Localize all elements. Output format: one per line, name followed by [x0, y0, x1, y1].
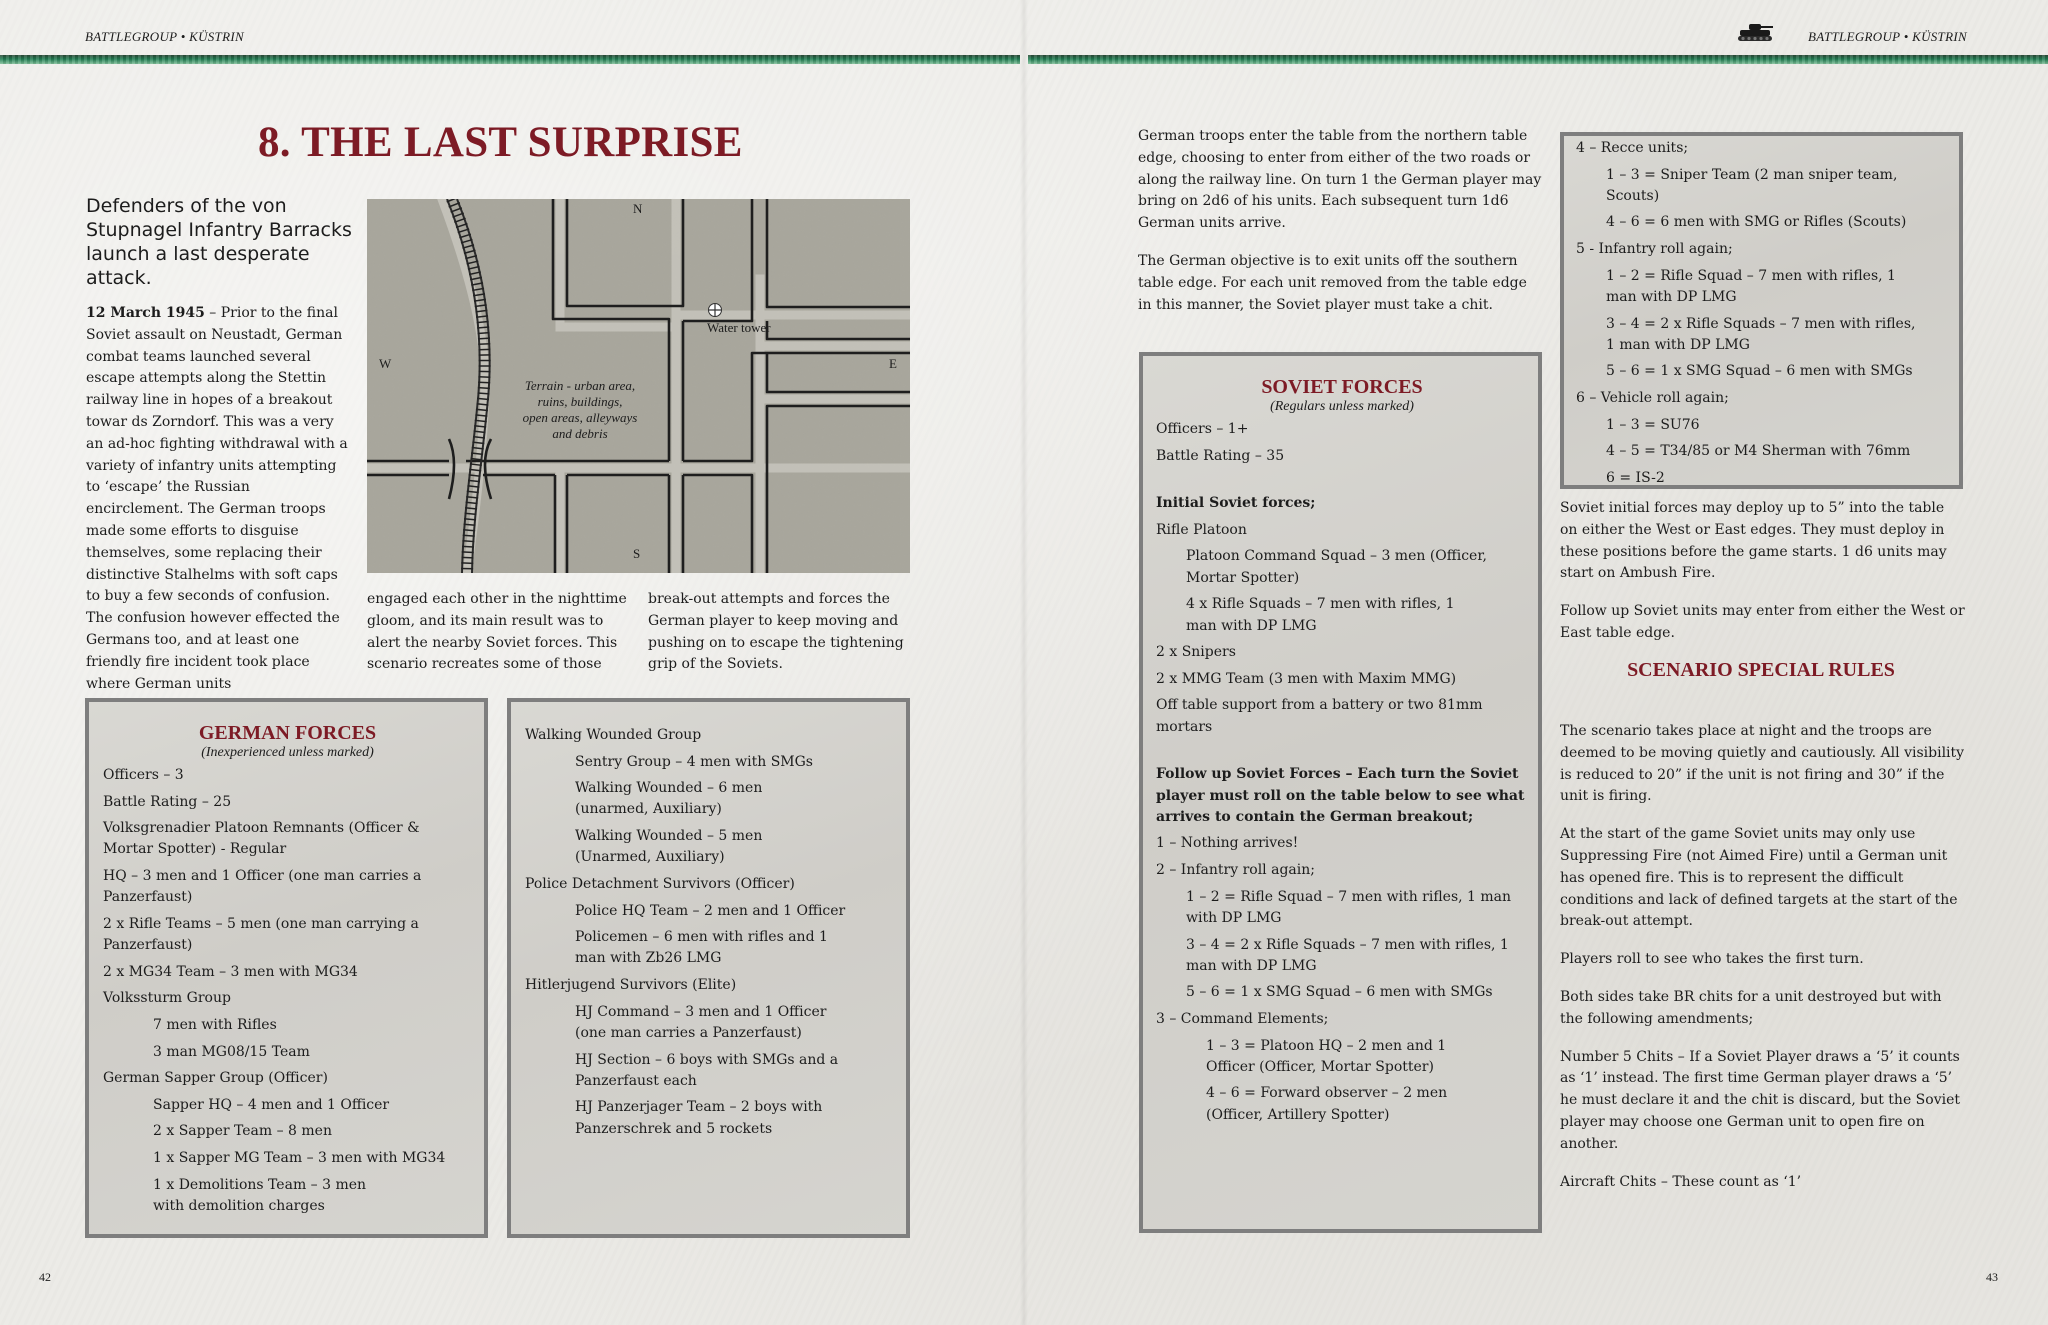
- german-line: Police HQ Team – 2 men and 1 Officer: [575, 902, 846, 919]
- soviet-line: Battle Rating – 35: [1156, 447, 1285, 464]
- german-line: German Sapper Group (Officer): [103, 1070, 328, 1087]
- soviet-line: 4 x Rifle Squads – 7 men with rifles, 1 man with DP LMG: [1186, 596, 1455, 634]
- german-forces-subtitle: (Inexperienced unless marked): [201, 745, 374, 760]
- german-line: Walking Wounded Group: [525, 727, 702, 743]
- german-line: 2 x Sapper Team – 8 men: [153, 1123, 332, 1140]
- soviet-line: 3 – 4 = 2 x Rifle Squads – 7 men with rifles, 1 man with DP LMG: [1606, 315, 1916, 353]
- german-line: HJ Command – 3 men and 1 Officer (one man carries a Panzerfaust): [575, 1003, 827, 1041]
- soviet-deployment-paragraph: Soviet initial forces may deploy up to 5” into the table on either the West or East edges. They must deploy in these positions before the game starts. 1 d6 units may start on Ambush Fire.: [1560, 500, 1947, 582]
- soviet-line: Platoon Command Squad – 3 men (Officer, Mortar Spotter): [1186, 548, 1487, 586]
- running-header-left: BATTLEGROUP • KÜSTRIN: [85, 29, 244, 44]
- special-rules-title: SCENARIO SPECIAL RULES: [1627, 659, 1895, 681]
- map-compass-west: W: [379, 356, 392, 371]
- german-line: Hitlerjugend Survivors (Elite): [525, 977, 737, 994]
- german-line: Battle Rating – 25: [103, 793, 232, 810]
- german-forces-box: [85, 698, 488, 1238]
- soviet-forces-box-continued: [1560, 132, 1963, 489]
- soviet-forces-title: SOVIET FORCES: [1261, 376, 1423, 398]
- german-line: 3 man MG08/15 Team: [153, 1043, 310, 1060]
- german-line: 2 x Rifle Teams – 5 men (one man carrying a Panzerfaust): [103, 915, 419, 954]
- soviet-line: Follow up Soviet Forces – Each turn the Soviet player must roll on the table below to see what arrives to contain the German breakout;: [1156, 766, 1525, 825]
- soviet-line: 3 – 4 = 2 x Rifle Squads – 7 men with rifles, 1 man with DP LMG: [1186, 936, 1509, 974]
- header-rule-right: [1028, 55, 2048, 64]
- soviet-followup-paragraph: Follow up Soviet units may enter from either the West or East table edge.: [1560, 603, 1965, 641]
- soviet-line: 5 – 6 = 1 x SMG Squad – 6 men with SMGs: [1186, 984, 1493, 1001]
- german-line: HJ Section – 6 boys with SMGs and a Panzerfaust each: [575, 1051, 839, 1089]
- german-line: 1 x Sapper MG Team – 3 men with MG34: [153, 1150, 446, 1167]
- german-line: 2 x MG34 Team – 3 men with MG34: [103, 963, 358, 980]
- map-compass-south: S: [633, 546, 641, 561]
- soviet-line: 1 – 3 = Platoon HQ – 2 men and 1 Officer (Officer, Mortar Spotter): [1206, 1037, 1447, 1075]
- running-header-right: BATTLEGROUP • KÜSTRIN: [1808, 29, 1967, 44]
- german-line: 1 x Demolitions Team – 3 men with demolition charges: [153, 1176, 367, 1214]
- header-rule-left: [0, 55, 1020, 64]
- history-col-2: [367, 589, 632, 676]
- german-line: Officers – 3: [103, 767, 184, 783]
- special-rule-paragraph: Players roll to see who takes the first turn.: [1560, 951, 1864, 968]
- german-line: 7 men with Rifles: [153, 1017, 277, 1034]
- soviet-line: 6 = IS-2: [1606, 469, 1665, 486]
- spacer: [1156, 472, 1528, 493]
- map-terrain-line-4: and debris: [552, 426, 608, 441]
- german-line: Walking Wounded – 5 men (Unarmed, Auxiliary): [575, 828, 763, 866]
- soviet-line: Initial Soviet forces;: [1156, 495, 1316, 512]
- soviet-line: 2 x Snipers: [1156, 644, 1236, 661]
- soviet-line: 5 – 6 = 1 x SMG Squad – 6 men with SMGs: [1606, 363, 1913, 380]
- soviet-forces-subtitle: (Regulars unless marked): [1270, 399, 1414, 414]
- german-line: Policemen – 6 men with rifles and 1 man with Zb26 LMG: [575, 929, 828, 967]
- soviet-line: 1 – Nothing arrives!: [1156, 835, 1299, 852]
- scenario-title: 8. THE LAST SURPRISE: [258, 119, 743, 166]
- soviet-line: 4 – 5 = T34/85 or M4 Sherman with 76mm: [1606, 443, 1911, 460]
- german-line: HJ Panzerjager Team – 2 boys with Panzerschrek and 5 rockets: [575, 1099, 823, 1137]
- history-col-1: [86, 303, 351, 695]
- german-line: HQ – 3 men and 1 Officer (one man carries a Panzerfaust): [103, 868, 422, 906]
- history-text-3: break-out attempts and forces the German player to keep moving and pushing on to escape the tightening grip of the Soviets.: [648, 591, 904, 673]
- soviet-line: 3 – Command Elements;: [1156, 1010, 1329, 1027]
- water-tower-icon: [709, 304, 722, 317]
- history-date: 12 March 1945: [86, 305, 205, 321]
- special-rules-text: [1560, 721, 1965, 1193]
- soviet-line: Officers – 1+: [1156, 421, 1249, 437]
- map-terrain-line-3: open areas, alleyways: [522, 410, 638, 425]
- battlefield-map: [367, 199, 910, 573]
- soviet-line: 1 – 3 = Sniper Team (2 man sniper team, Scouts): [1606, 166, 1898, 204]
- map-compass-north: N: [633, 201, 643, 216]
- german-line: Sentry Group – 4 men with SMGs: [575, 753, 813, 770]
- soviet-line: 6 – Vehicle roll again;: [1576, 390, 1729, 407]
- special-rule-paragraph: Aircraft Chits – These count as ‘1’: [1560, 1173, 1802, 1190]
- spacer: [1156, 743, 1528, 764]
- soviet-forces-box: [1139, 352, 1542, 1233]
- soviet-line: 1 – 3 = SU76: [1606, 416, 1700, 433]
- soviet-line: 2 – Infantry roll again;: [1156, 862, 1315, 879]
- soviet-line: 4 – Recce units;: [1576, 140, 1689, 156]
- map-compass-east: E: [889, 356, 897, 371]
- scenario-intro: Defenders of the von Stupnagel Infantry Barracks launch a last desperate attack.: [86, 195, 352, 289]
- german-line: Volksgrenadier Platoon Remnants (Officer & Mortar Spotter) - Regular: [103, 820, 420, 858]
- map-terrain-line-1: Terrain - urban area,: [524, 378, 636, 393]
- soviet-line: 4 – 6 = Forward observer – 2 men (Officer, Artillery Spotter): [1206, 1085, 1448, 1123]
- special-rule-paragraph: The scenario takes place at night and the troops are deemed to be moving quietly and cautiously. All visibility is reduced to 20” if the unit is not firing and 30” if the unit is firing.: [1560, 723, 1965, 805]
- map-water-tower-label: Water tower: [707, 320, 771, 335]
- german-line: Police Detachment Survivors (Officer): [525, 875, 795, 892]
- history-col-3: [648, 589, 910, 676]
- page-gutter: [1020, 0, 1028, 1325]
- german-deployment-text: [1138, 126, 1543, 316]
- german-line: Volkssturm Group: [103, 990, 231, 1007]
- page-number-left: 42: [39, 1270, 51, 1284]
- soviet-line: Off table support from a battery or two 81mm mortars: [1156, 697, 1483, 735]
- page-number-right: 43: [1986, 1270, 1998, 1284]
- special-rule-paragraph: At the start of the game Soviet units may only use Suppressing Fire (not Aimed Fire) until a German unit has opened fire. This is to represent the difficult conditions and lack of defined targets at the start of the break-out attempt.: [1560, 826, 1958, 930]
- german-forces-box-continued: [507, 698, 910, 1238]
- german-entry-paragraph: German troops enter the table from the northern table edge, choosing to enter from either of the two roads or along the railway line. On turn 1 the German player may bring on 2d6 of his units. Each subsequent turn 1d6 German units arrive.: [1138, 128, 1542, 232]
- german-line: Walking Wounded – 6 men (unarmed, Auxiliary): [575, 780, 763, 818]
- special-rule-paragraph: Both sides take BR chits for a unit destroyed but with the following amendments;: [1560, 988, 1942, 1027]
- soviet-line: 2 x MMG Team (3 men with Maxim MMG): [1156, 670, 1457, 687]
- soviet-line: 5 - Infantry roll again;: [1576, 241, 1733, 258]
- history-text-1: – Prior to the final Soviet assault on Neustadt, German combat teams launched several escape attempts along the Stettin railway line in hopes of a breakout towar ds Zorndorf. This was a very an ad-hoc fighting withdrawal with a variety of infantry units attempting to ‘escape’ the Russian encirclement. The German troops made some efforts to disguise themselves, some replacing their distinctive Stalhelms with soft caps to buy a few seconds of confusion. The confusion however effected the Germans too, and at least one friendly fire incident took place where German units: [86, 305, 348, 692]
- history-text-2: engaged each other in the nighttime gloom, and its main result was to alert the nearby Soviet forces. This scenario recreates some of those: [367, 591, 627, 673]
- map-terrain-line-2: ruins, buildings,: [537, 394, 623, 409]
- soviet-line: Rifle Platoon: [1156, 521, 1247, 538]
- soviet-deployment-text: [1560, 498, 1965, 645]
- german-forces-title: GERMAN FORCES: [198, 722, 377, 744]
- special-rule-paragraph: Number 5 Chits – If a Soviet Player draws a ‘5’ it counts as ‘1’ instead. The first time German player draws a ‘5’ he must declare it and the chit is discard, but the Soviet player may choose one German unit to open fire on another.: [1560, 1048, 1960, 1152]
- soviet-line: 1 – 2 = Rifle Squad – 7 men with rifles, 1 man with DP LMG: [1186, 888, 1512, 926]
- tank-icon: [1737, 22, 1775, 44]
- german-line: Sapper HQ – 4 men and 1 Officer: [153, 1096, 390, 1113]
- soviet-line: 4 – 6 = 6 men with SMG or Rifles (Scouts): [1606, 214, 1907, 231]
- soviet-line: 1 – 2 = Rifle Squad – 7 men with rifles, 1 man with DP LMG: [1606, 267, 1896, 305]
- german-objective-paragraph: The German objective is to exit units off the southern table edge. For each unit removed from the table edge in this manner, the Soviet player must take a chit.: [1138, 252, 1527, 313]
